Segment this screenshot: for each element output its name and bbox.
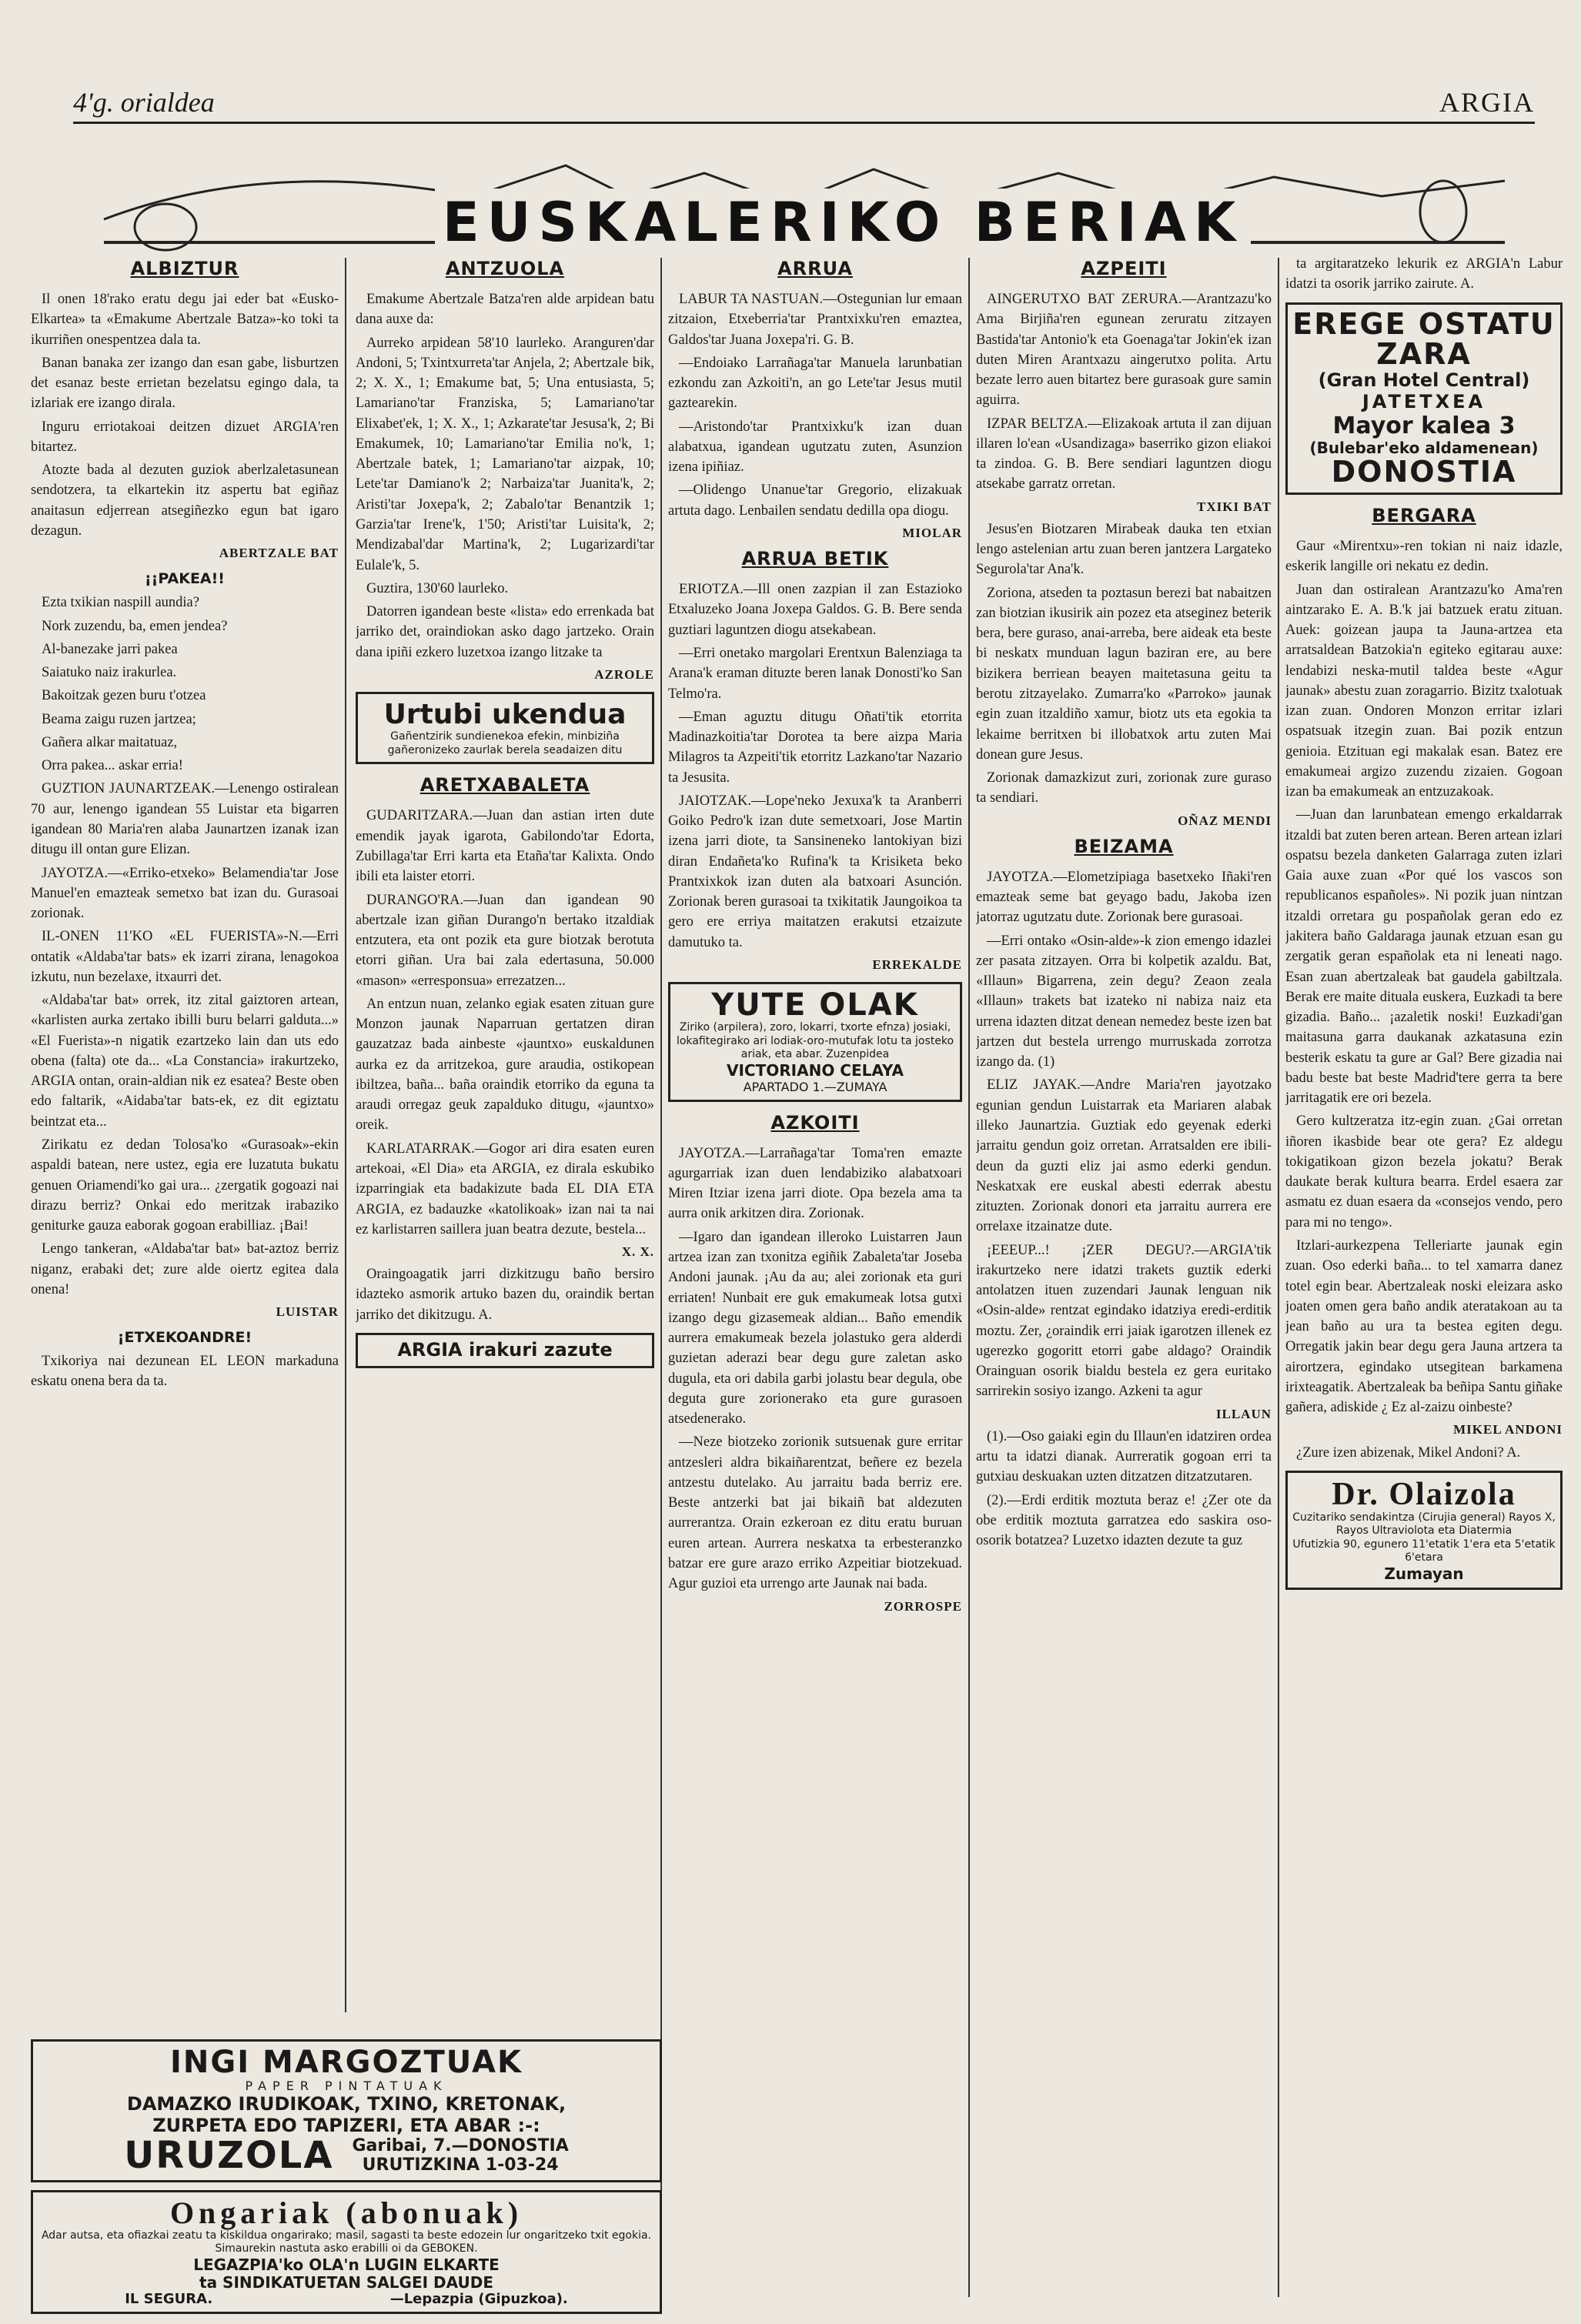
article-signature: OÑAZ MENDI xyxy=(1178,813,1272,828)
article-text: ELIZ JAYAK.—Andre Maria'ren jayotzako egunian gendun Luistarrak eta Mariaren alabak illeko Jaunartzia. Guztiak edo geyenak ederki jarraitu gendun goiz orretan. Arratsalden ere ibili-deun da guzti eliz jai asmo ederki gendun. Neskatxak ere euskal abesti ederrak abestu zituzten. Zorionak donori eta jarraitu aurrera ere orrelaxe itzainatze dute. xyxy=(976,1077,1272,1235)
ad-urtubi xyxy=(356,692,654,764)
section-heading: ARRUA xyxy=(777,258,853,279)
article-text: Zorionak damazkizut zuri, zorionak zure guraso ta sendiari. xyxy=(976,770,1272,806)
column-arrua xyxy=(668,254,962,2286)
ad-text: ta SINDIKATUETAN SALGEI DAUDE xyxy=(199,2272,493,2292)
ad-title: ARGIA irakuri zazute xyxy=(397,1338,613,1361)
column-divider xyxy=(968,258,970,2297)
poem-line: Al-banezake jarri pakea xyxy=(42,641,178,657)
bottom-ads xyxy=(31,2032,662,2322)
article-signature: ERREKALDE xyxy=(872,957,962,972)
section-heading: ALBIZTUR xyxy=(130,258,239,279)
article-text: Inguru erriotakoai deitzen dizuet ARGIA'ren bitartez. xyxy=(31,419,339,455)
article-text: JAIOTZAK.—Lope'neko Jexuxa'k ta Aranberri Goiko Pedro'k izan dute semetxoari, Jose Martin izena jarri diote, ta Sansineneko lantokiyan bizi diran Endañeta'ko Rufina'k ta Krisiketa beko Prantxixkok izan duten ala batxoari Asunción. Zorionak beren gurasoai ta txikitatik Jaungoikoa ta gero ere erriya maitatzen erakutsi etzaizute damutuko ta. xyxy=(668,793,962,950)
ad-text: Cuzitariko sendakintza (Cirujia general) Rayos X, Rayos Ultraviolota eta Diatermia xyxy=(1292,1511,1556,1538)
article-text: ERIOTZA.—Ill onen zazpian il zan Estazioko Etxaluzeko Joana Joxepa Galdos. G. B. Bere senda guztiari laguntzen diogu atsekabean. xyxy=(668,582,962,638)
ad-text: JATETXEA xyxy=(1362,390,1486,412)
ad-text: Adar autsa, eta ofiazkai zeatu ta kiskildua ongarirako; masil, sagasti ta beste edozein lur ongaritzeko txit egokia. Simaurekin nastuta asko erabilli oi da GEBOKEN. xyxy=(41,2229,652,2256)
poem-line: Saiatuko naiz irakurlea. xyxy=(42,665,177,681)
article-text: Aurreko arpidean 58'10 laurleko. Aranguren'dar Andoni, 5; Txintxurreta'tar Anjela, 2; Abertzale bik, 2; X. X., 1; Emakume bat, 5; Una entusiasta, 5; Lamariano'tar Franziska, 5; Lamariano'tar Elixabet'ek, 1; X. X., 1; Azkarate'tar Jesusa'k, 2; Bi Emakumek, 10; Lamariano'tar Emilia no'k, 1; Abertzale batek, 1; Lamariano'tar aizpak, 10; Lete'tar Damiano'k 2; Narbaiza'tar Juanita'k, 2; Aristi'tar Joxepa'k, 2; Zabalo'tar Benantzik 1; Garzia'tar Irene'k, 1'50; Aristi'tar Luisita'k, 2; Mendizabal'dar Martina'k, 2; Lugarizardi'tar Eulale'k, 5. xyxy=(356,335,654,573)
ad-brand: URUZOLA xyxy=(124,2134,334,2178)
column-bergara xyxy=(1285,254,1563,2286)
article-text: Datorren igandean beste «lista» edo errenkada bat jarriko det, oraindiokan asko dago jartzeko. Orain dana ipiñi ezkero luzetxoa izango litzake ta xyxy=(356,604,654,660)
ad-subtitle: PAPER PINTATUAK xyxy=(245,2079,448,2093)
column-albiztur xyxy=(31,254,339,2016)
article-signature: MIKEL ANDONI xyxy=(1453,1422,1563,1437)
ad-title: YUTE OLAK xyxy=(711,987,919,1023)
article-text: —Erri ontako «Osin-alde»-k zion emengo idazlei zer pasata zitzayen. Orra bi kolpetik azaldu. Bat, «Illaun» Bigarrena, zein degu? Zeaon zeala «Illaun» trakets bat izateko ni nabiza naiz eta urrena idazten ditzat denean nemedez beste izen bat jartzen dut bestela urrengo murruskada zorrotza izango da. (1) xyxy=(976,933,1272,1070)
article-text: —Aristondo'tar Prantxixku'k izan duan alabatxua, igandean ugutzatu zuten, Asunzion izena ipiñiaz. xyxy=(668,419,962,476)
section-heading: ARETXABALETA xyxy=(419,774,590,796)
ad-text: ZURPETA EDO TAPIZERI, ETA ABAR :-: xyxy=(152,2114,540,2136)
ad-heading: ¡ETXEKOANDRE! xyxy=(117,1329,252,1347)
article-signature: X. X. xyxy=(621,1244,654,1260)
column-divider xyxy=(1278,258,1279,2297)
poem-line: Gañera alkar maitatuaz, xyxy=(42,734,178,750)
page-number: 4'g. orialdea xyxy=(73,87,215,118)
article-signature: AZROLE xyxy=(594,666,654,682)
ad-title: Ongariak (abonuak) xyxy=(169,2195,523,2230)
article-text: —Erri onetako margolari Erentxun Balenziaga ta Arana'k eraman dituzte beren lanak Donosti'ko San Telmo'ra. xyxy=(668,646,962,702)
ad-ingi-margoztuak xyxy=(31,2039,662,2182)
ad-text: Mayor kalea 3 xyxy=(1332,412,1516,439)
ad-phone: URUTIZKINA 1-03-24 xyxy=(362,2155,559,2175)
poem-line: Bakoitzak gezen buru t'otzea xyxy=(42,688,206,704)
ad-argia xyxy=(356,1333,654,1368)
article-signature: ABERTZALE BAT xyxy=(219,546,339,561)
article-text: Zoriona, atseden ta poztasun berezi bat nabaitzen zan biotzian ikusirik ain pozez eta atseginez beterik bera, bere guraso, anai-arreba, bere aideak eta beste bi neskatx munduan lagun baziran ere, au bere bizikera berriean beayen maitetasuna geitu ta berotu zitzayelako. Zumarra'ko «Parroko» jaunak egin zuan itzaldiño xamur, biotz uts eta egokia ta lekaime berritxen bi illobatxok artu zuten Mai donean gure Jesus. xyxy=(976,585,1272,763)
article-text: Jesus'en Biotzaren Mirabeak dauka ten etxian lengo astelenian artu zuan beren jantzera Largateko Segurola'tar Ana'k. xyxy=(976,521,1272,578)
poem-line: Beama zaigu ruzen jartzea; xyxy=(42,711,196,727)
ad-text: APARTADO 1.—ZUMAYA xyxy=(743,1079,887,1094)
ad-title: Dr. Olaizola xyxy=(1332,1476,1516,1512)
banner-illustration xyxy=(73,150,1536,258)
section-heading: ANTZUOLA xyxy=(445,258,565,279)
section-heading: BERGARA xyxy=(1372,504,1476,526)
article-text: Gero kultzeratza itz-egin zuan. ¿Gai orretan iñoren ikasbide bear ote gera? Ez aldegu tokigatikoan gizon bezela jokatu? Berak daukate berak kultura bearra. Erdel esaera zar asmatu ez duan esaera da «consejos vendo, pero para mi no tengo». xyxy=(1285,1114,1563,1230)
article-signature: ILLAUN xyxy=(1215,1406,1272,1421)
ad-text: Ziriko (arpilera), zoro, lokarri, txorte efnza) josiaki, lokafitegirako ari lodiak-oro-mutufak lotu ta josteko ariak, eta abar. Zuzenpidea xyxy=(676,1021,954,1061)
section-heading: BEIZAMA xyxy=(1074,835,1174,857)
ad-text: Gañentzirik sundienekoa efekin, minbiziña gañeronizeko zaurlak berela seadaizen ditu xyxy=(387,730,623,756)
article-text: IL-ONEN 11'KO «EL FUERISTA»-N.—Erri ontatik «Aldaba'tar bats» ek izarri zirana, lenagokoa izkutu, nun bezelaxe, itxaurri det. xyxy=(31,929,339,985)
article-text: Il onen 18'rako eratu degu jai eder bat «Eusko-Elkartea» ta «Emakume Abertzale Batza»-ko toki ta ikurriñen onespentzea dala ta. xyxy=(31,292,339,348)
article-signature: TXIKI BAT xyxy=(1196,499,1272,514)
column-divider xyxy=(660,258,662,2243)
article-text: —Juan dan larunbatean emengo erkaldarrak itzaldi bat zuten beren artean. Beren artean izlari ospatsu bezela danketen Galarraga zuten izlari Gaia auxe zuan «Por qué los vascos son republicanos españoles». Ni pozik juan nintzan itzaldi orretara gu pospañolak geran edo ez jakitera baño Galdaraga jaunak etzuan esan gu zergatik geran españolak eta ni leneati nago. Esan zuan abertzaleak bat gaudela gabiltzala. Berak ere maite dituala euskera, Euzkadi ta bere gizadia. Baño... ¡azaletik noski! Euzkadi'gan maitasuna garra daukanak azkatasuna ezin besterik eskatu ta gure ar Gal? Bere gizadia nai badu beste bat beste Madrid'tere gerra ta bere jarritagatik ere ori bezela. xyxy=(1285,807,1563,1107)
column-divider xyxy=(345,258,346,2012)
article-text: AINGERUTXO BAT ZERURA.—Arantzazu'ko Ama Birjiña'ren egunean zeruratu zitzayen Bastida'tar Antonio'k eta Goenaga'tar Jokin'ek izan duten Miren Arantxazu aingerutxo polita. Artu bezate lerro auen bitartez bere gurasoak gure samin aguirra. xyxy=(976,292,1272,409)
article-text: Itzlari-aurkezpena Telleriarte jaunak egin zuan. Oso ederki baña... to tel xamarra danez totel egin bear. Abertzaleak noski eleizara asko joaten omen gera baño andik ateratakoan au ta jean baño au ura ta bestea egiten degu. Orregatik jakin bear degu gera Jauna artzera ta airortzera, egindako utsegitean barkamena irixteagatik. Abertzaleak ba beñipa Santu giñake gañera, adiskide ¿ Ez al-zaizu oinbeste? xyxy=(1285,1238,1563,1416)
article-text: —Olidengo Unanue'tar Gregorio, elizakuak artuta dago. Lenbailen sendatu dedilla opa diogu. xyxy=(668,482,962,519)
ad-text: Ufutizkia 90, egunero 11'etatik 1'era eta 5'etatik 6'etara xyxy=(1292,1538,1556,1564)
ad-erege-ostatu xyxy=(1285,302,1563,495)
page-header xyxy=(73,86,1535,124)
article-text: IZPAR BELTZA.—Elizakoak artuta il zan dijuan illaren lo'ean «Usandizaga» baserriko gizon eliakoi ta zindoa. G. B. Bere sendiari laguntzen diogu atsekabe garratz orretan. xyxy=(976,416,1272,493)
ad-title: Urtubi ukendua xyxy=(383,698,627,730)
poem-line: Orra pakea... askar erria! xyxy=(42,758,183,774)
poem-line: Nork zuzendu, ba, emen jendea? xyxy=(42,618,228,634)
article-text: ta argitaratzeko lekurik ez ARGIA'n Labur idatzi ta osorik jarriko zairute. A. xyxy=(1285,256,1563,292)
ad-text: Zumayan xyxy=(1384,1564,1464,1583)
article-text: KARLATARRAK.—Gogor ari dira esaten euren artekoai, «El Dia» eta ARGIA, ez dirala eskubiko izparringiak eta badakizute bada EL DIA ETA ARGIA, ez badauzke «katolikoak» izan nai ta nai ez karlistarren saillera juan beatra dezute, bestela... xyxy=(356,1140,654,1237)
article-text: Oraingoagatik jarri dizkitzugu baño bersiro idazteko asmorik artuko bazen du, oraindik bertan jarriko det dikitzugu. A. xyxy=(356,1267,654,1323)
ad-title: INGI MARGOZTUAK xyxy=(170,2045,523,2080)
article-text: ¿Zure izen abizenak, Mikel Andoni? A. xyxy=(1296,1444,1521,1461)
article-signature: ZORROSPE xyxy=(884,1598,962,1614)
ad-text: Txikoriya nai dezunean EL LEON markaduna eskatu onena bera da ta. xyxy=(31,1354,339,1390)
ad-text: (Gran Hotel Central) xyxy=(1318,369,1530,392)
article-text: Lengo tankeran, «Aldaba'tar bat» bat-aztoz berriz niganz, erabaki det; zure alde oiertz egitea dala onena! xyxy=(31,1241,339,1297)
ad-text: VICTORIANO CELAYA xyxy=(727,1060,904,1080)
article-text: DURANGO'RA.—Juan dan igandean 90 abertzale izan giñan Durango'n bertako itzaldiak entzutera, eta ont pozik eta gure biotzak berotuta etorri giñan. Ura bai zala edertasuna, 50.000 «mason» «erresponsua» errezatzen... xyxy=(356,892,654,989)
article-text: An entzun nuan, zelanko egiak esaten zituan gure Monzon jaunak Naparruan gertatzen diran gauzatzaz bada ainbeste «jauntxo» euskaldunen aurka ez da arritzekoa, gure araudia, ostikopean ibiltzea, baña... baña oraindik etorriko da eguna ta araudi orregaz geuk zapalduko ditugu, «jauntxo» oreik. xyxy=(356,996,654,1134)
banner-title: EUSKALERIKO BERIAK xyxy=(442,191,1244,254)
column-antzuola xyxy=(356,254,654,2016)
article-signature: MIOLAR xyxy=(902,526,962,540)
ad-text: DAMAZKO IRUDIKOAK, TXINO, KRETONAK, xyxy=(126,2093,567,2115)
ad-yute-olak xyxy=(668,982,962,1102)
article-text: Banan banaka zer izango dan esan gabe, lisburtzen det esanaz beste errietan bezelatsu egingo dala, ta izlariak ere izango dirala. xyxy=(31,355,339,412)
ad-title: EREGE OSTATU ZARA xyxy=(1292,306,1556,372)
section-heading: AZPEITI xyxy=(1081,258,1167,279)
publication-name: ARGIA xyxy=(1439,87,1535,118)
article-text: «Aldaba'tar bat» orrek, itz zital gaiztoren artean, «karlisten aurka zertako ibilli buru belarri galduta...» «El Fuerista»-n nigatik ezartzeko lain dan uts edo obena (falta) ote da... «La Constancia» irakurtzeko, ARGIA ontan, orain-aldian nik ez esatea? Beste oben edo faltarik, «Aidaba'tar bats-ek, ez dit egiztatu beintzat eta... xyxy=(31,993,339,1130)
ad-text: IL SEGURA. xyxy=(125,2290,213,2307)
section-heading: ARRUA BETIK xyxy=(741,548,889,570)
article-text: Zirikatu ez dedan Tolosa'ko «Gurasoak»-ekin aspaldi batean, nere ustez, egia ere luzatuta bukatu genuen Oriamendi'ko gai ura... ¿zergatik gogoazi nai dirazu berriz? Onkai edo meritzak irabaziko geniturke gauza eaborak gogoan erabilliaz. ¡Bai! xyxy=(31,1137,339,1234)
poem-heading: ¡¡PAKEA!! xyxy=(145,570,225,588)
footnote: (1).—Oso gaiaki egin du Illaun'en idatziren ordea artu ta idatzi dianak. Aurreratik gogoan erri ta gutxiau deskuakan uzten ditzatzen ditzatzutaren. xyxy=(976,1428,1272,1485)
ad-ongariak xyxy=(31,2190,662,2315)
ad-text: —Lepazpia (Gipuzkoa). xyxy=(389,2290,568,2307)
ad-address: Garibai, 7.—DONOSTIA xyxy=(352,2136,569,2156)
article-text: JAYOTZA.—Elometzipiaga basetxeko Iñaki'ren emazteak seme bat geyago badu, Jakoba izen jatorraz ugutzatu dute. Zorionak bere gurasoai. xyxy=(976,869,1272,926)
article-text: Juan dan ostiralean Arantzazu'ko Ama'ren aintzarako E. A. B.'k jai batzuek eratu zituan. Auek: goizean jaupa ta Jauna-artzea eta arratsaldean Batzokia'n egiteko egitarau auxe: lendabizi neska-mutil taldea beste «Agur jaunak» abestu zuan zoragarrio. Bizitz txalotuak izan zuan. Ondoren Monzon erritar izlari ospatsuak itzegin zuan. Bai pozik entzun genioia. Etzituan egi makalak esan. Batez ere emakumeai argizo zuzendu zizaien. Gogoan izan ba emakumeak an entzuzakoak. xyxy=(1285,582,1563,800)
article-text: —Igaro dan igandean illeroko Luistarren Jaun artzea izan zan txonitza egiñik Zabaleta'tar Joseba Andoni jaunak. ¡Au da au; alei zorionak eta guri erriaten! Nunbait ere guk emakumeak lotsa gutxi izango degu gizasemeak aldian... Baño emendik aurrera emakumeak bezela jolastuko gera alderdi guzietan aderazi bear degu gure zaletan asko dugula, eta ori dabila garbi jolastu bear degula, obe deguta gure zorionerako eta gure gurasoen atsedenerako. xyxy=(668,1229,962,1427)
article-text: —Neze biotzeko zorionik sutsuenak gure erritar antzesleri aldra bikaiñarentzat, beñere ez bezela antzestu dutelako. Au jarraitu bada berriz ere. Beste antzerki bat jai bikaiñ bat aldezuten aurrerantza. Orain ezkeroan ez ditu eratu buruan euren artean. Aurrera neskatxa ta erbesteranzko batzar ere gure arazo erriko Azpeitiar biotzekuad. Agur guzioi eta urrengo arte Jaunak nai bada. xyxy=(668,1434,962,1592)
article-text: GUZTION JAUNARTZEAK.—Lenengo ostiralean 70 aur, lenengo igandean 55 Luistar eta bigarren igandean 80 Maria'ren alaba Jaunartzen izanak izan ditugu ill ontan gure Elizan. xyxy=(31,781,339,858)
article-text: Gaur «Mirentxu»-ren tokian ni naiz idazle, eskerik langille ori nekatu ez dedin. xyxy=(1285,538,1563,575)
ad-text: DONOSTIA xyxy=(1331,455,1517,489)
article-text: JAYOTZA.—«Erriko-etxeko» Belamendia'tar Jose Manuel'en emazteak semetxo bat izan du. Gurasoai zorionak. xyxy=(31,865,339,922)
article-text: LABUR TA NASTUAN.—Ostegunian lur emaan zitzaion, Etxeberria'tar Prantxixku'ren emaztea, Galdos'tar Juana Joxepa'ri. G. B. xyxy=(668,292,962,348)
section-heading: AZKOITI xyxy=(770,1111,860,1134)
article-text: JAYOTZA.—Larrañaga'tar Toma'ren emazte agurgarriak izan duen lendabiziko alabatxoari Miren Itziar izena jarri diote. Opa bezela ama ta aurra onik arkitzen dira. Zorionak. xyxy=(668,1145,962,1222)
article-text: Atozte bada al dezuten guziok aberlzaletasunean sendotzera, ta elkartekin itz aspertu bat egiñaz anaitasun edjerrean atsegiñezko egun bat igaro dezagun. xyxy=(31,462,339,539)
article-text: ¡EEEUP...! ¡ZER DEGU?.—ARGIA'tik irakurtzeko nere idatzi trakets guztik ederki antolatzen ituen zuzendari Jaunak lenguan nik «Osin-alde» rentzat egindako idatziya eredi-erditik moztu. Zer, ¿oraindik erri jaiak igarotzen illenek ez ugerezko gogoritt etorri gabe aldago? Oraindik Orainguan osorik bialdu bestela ez gera euritako sarrirekin sosiyo izango. Azkeni ta agur xyxy=(976,1242,1272,1400)
footnote: (2).—Erdi erditik moztuta beraz e! ¿Zer ote da obe erditik moztuta garratzea edo saskira oso-osorik botatzea? Luzetxo idazten dezute ta guz xyxy=(976,1492,1272,1549)
article-text: GUDARITZARA.—Juan dan astian irten dute emendik jayak igarota, Gabilondo'tar Edorta, Zubillaga'tar Erri karta eta Etaña'tar Kalixta. Ondo ibili eta laister etorri. xyxy=(356,808,654,885)
poem-line: Ezta txikian naspill aundia? xyxy=(42,595,199,611)
ad-text: LEGAZPIA'ko OLA'n LUGIN ELKARTE xyxy=(193,2255,500,2274)
ad-text: (Bulebar'eko aldamenean) xyxy=(1309,439,1539,457)
article-text: Emakume Abertzale Batza'ren alde arpidean batu dana auxe da: xyxy=(356,292,654,328)
ad-dr-olaizola xyxy=(1285,1471,1563,1590)
section-banner xyxy=(73,150,1536,258)
article-text: —Eman aguztu ditugu Oñati'tik etorrita Madinazkoitia'tar Dorotea ta bere aizpa Maria Milagros ta Azpeiti'tik etorritz Lazkano'tar Nazario ta Jesusita. xyxy=(668,709,962,786)
column-azpeiti xyxy=(976,254,1272,2286)
article-signature: LUISTAR xyxy=(276,1304,339,1320)
article-text: —Endoiako Larrañaga'tar Manuela larunbatian ezkondu zan Azkoiti'n, an go Lete'tar Jesus mutil gaztearekin. xyxy=(668,355,962,412)
article-text: Guztira, 130'60 laurleko. xyxy=(366,580,509,596)
